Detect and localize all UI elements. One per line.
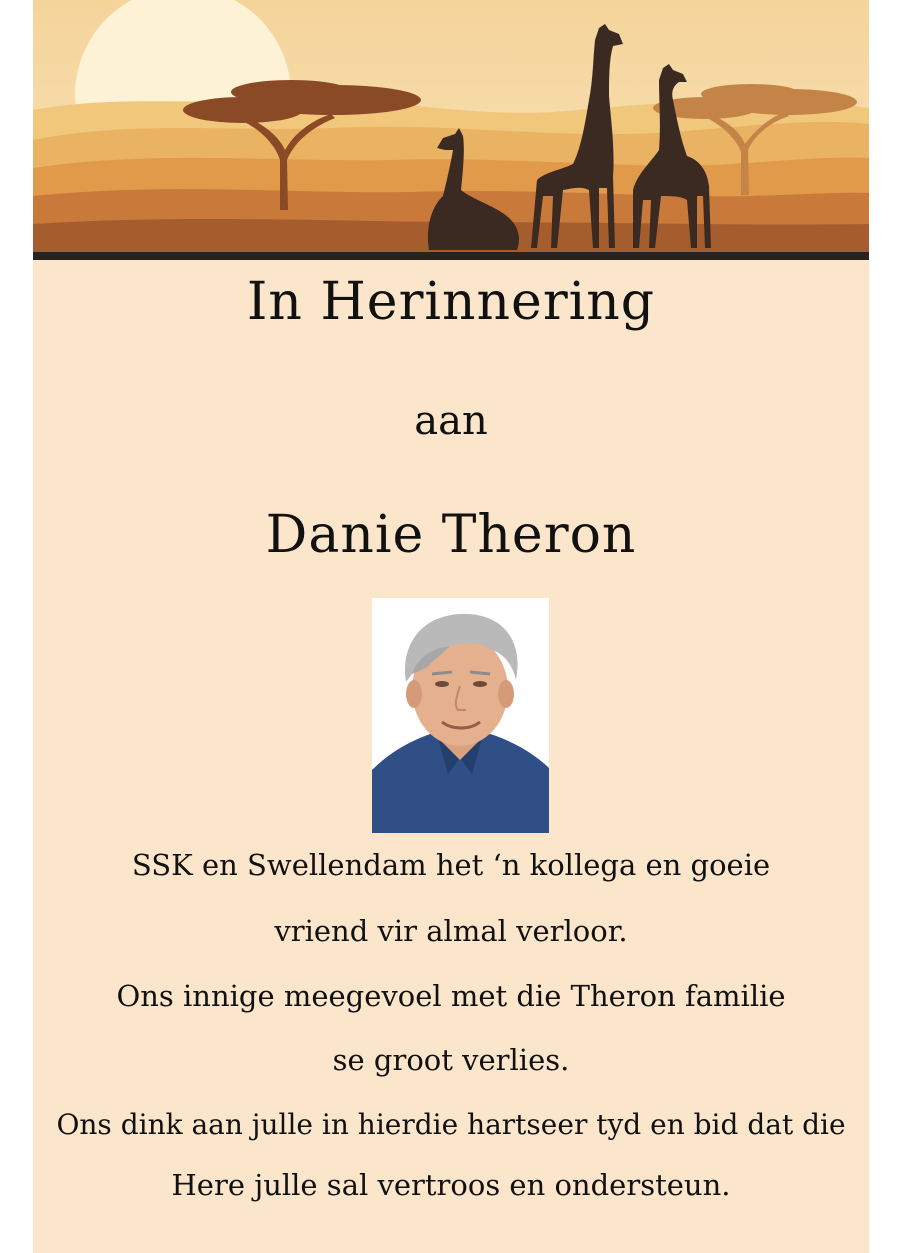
message-line-4: se groot verlies. [332, 1043, 570, 1077]
memorial-card [33, 0, 869, 1253]
message-line-2: vriend vir almal verloor. [274, 914, 628, 948]
message-line-6: Here julle sal vertroos en ondersteun. [171, 1168, 731, 1202]
message-line-1: SSK en Swellendam het ‘n kollega en goeie [131, 848, 771, 882]
message-line-5: Ons dink aan julle in hierdie hartseer tyd en bid dat die [56, 1108, 846, 1141]
savanna-sunset-banner [33, 0, 869, 260]
banner-ground-line [33, 252, 869, 260]
message-line-3: Ons innige meegevoel met die Theron familie [116, 979, 786, 1013]
savanna-illustration [33, 0, 869, 260]
deceased-name: Danie Theron [265, 505, 637, 565]
title-in-herinnering: In Herinnering [246, 272, 656, 332]
portrait-illustration [372, 598, 549, 833]
portrait-photo [372, 598, 549, 833]
title-aan: aan [414, 398, 488, 444]
